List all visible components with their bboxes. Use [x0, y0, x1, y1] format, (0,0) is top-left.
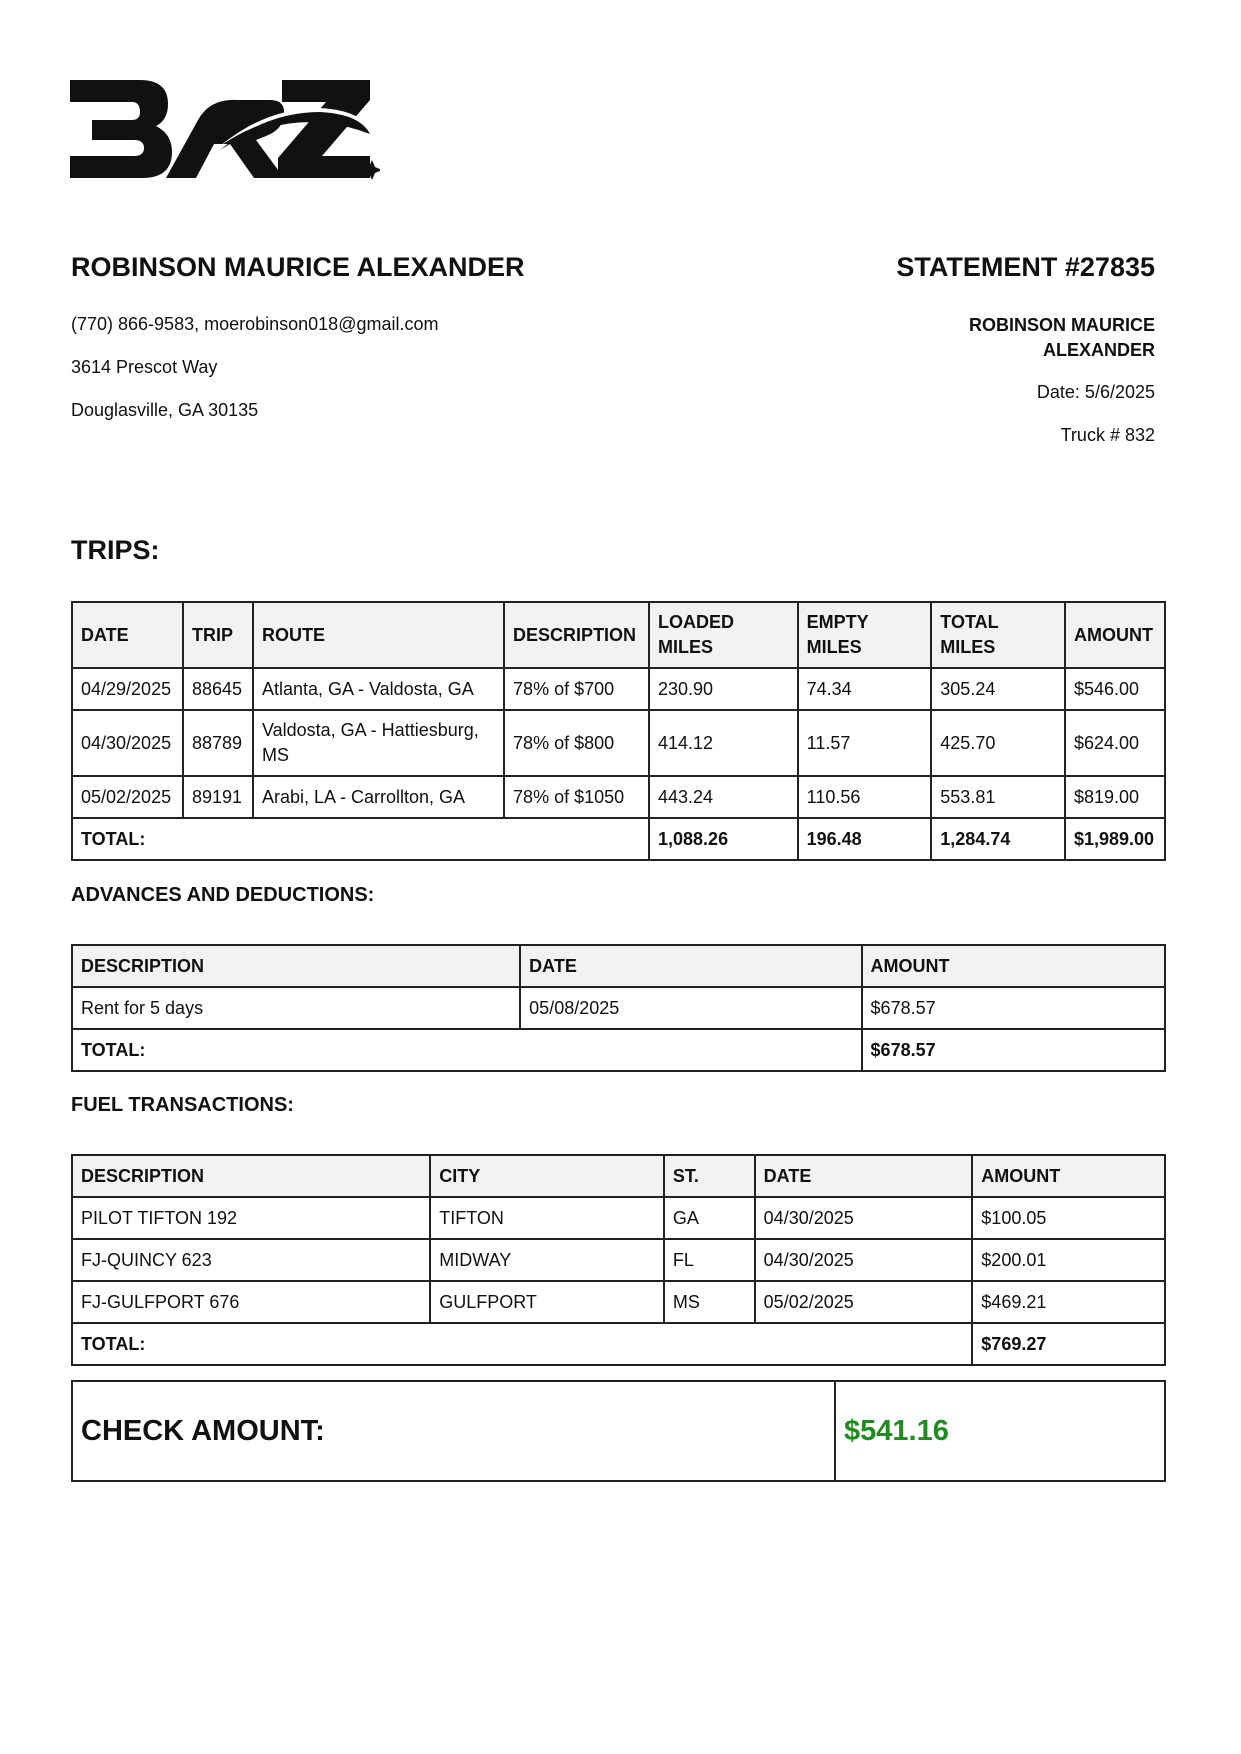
trips-header-row — [72, 602, 1165, 668]
check-amount-box — [71, 1380, 1166, 1482]
driver-name: ROBINSON MAURICE ALEXANDER — [71, 252, 525, 282]
fuel-state: FL — [664, 1239, 755, 1281]
advance-description: Rent for 5 days — [72, 987, 520, 1029]
fuel-total-row — [72, 1323, 1165, 1365]
col-description: DESCRIPTION — [72, 1155, 430, 1197]
trip-amount: $819.00 — [1065, 776, 1165, 818]
trip-date: 05/02/2025 — [72, 776, 183, 818]
fuel-description: FJ-GULFPORT 676 — [72, 1281, 430, 1323]
trips-table — [71, 601, 1166, 861]
fuel-amount: $469.21 — [972, 1281, 1165, 1323]
trip-number: 89191 — [183, 776, 253, 818]
advance-date: 05/08/2025 — [520, 987, 861, 1029]
col-amount: AMOUNT — [1065, 602, 1165, 668]
table-row — [72, 668, 1165, 710]
table-row — [72, 1239, 1165, 1281]
advances-table — [71, 944, 1166, 1072]
trip-total-miles: 425.70 — [931, 710, 1065, 776]
col-date: DATE — [72, 602, 183, 668]
trip-date: 04/29/2025 — [72, 668, 183, 710]
fuel-heading: FUEL TRANSACTIONS: — [71, 1094, 294, 1116]
trip-route: Valdosta, GA - Hattiesburg, MS — [253, 710, 504, 776]
trip-empty-miles: 11.57 — [798, 710, 932, 776]
check-amount-value: $541.16 — [835, 1381, 1165, 1481]
trip-amount: $546.00 — [1065, 668, 1165, 710]
driver-street: 3614 Prescot Way — [71, 357, 218, 377]
advances-total-label: TOTAL: — [72, 1029, 862, 1071]
advances-total-row — [72, 1029, 1165, 1071]
col-trip: TRIP — [183, 602, 253, 668]
advances-header-row — [72, 945, 1165, 987]
trip-total-miles: 553.81 — [931, 776, 1065, 818]
statement-driver-name: ROBINSON MAURICE ALEXANDER — [968, 315, 1155, 360]
fuel-city: MIDWAY — [430, 1239, 664, 1281]
col-city: CITY — [430, 1155, 664, 1197]
advances-total-amount: $678.57 — [862, 1029, 1165, 1071]
trips-total-empty: 196.48 — [798, 818, 932, 860]
table-row — [72, 1281, 1165, 1323]
trip-route: Arabi, LA - Carrollton, GA — [253, 776, 504, 818]
trip-date: 04/30/2025 — [72, 710, 183, 776]
table-row — [72, 1197, 1165, 1239]
trip-number: 88645 — [183, 668, 253, 710]
trips-total-label: TOTAL: — [72, 818, 649, 860]
trip-description: 78% of $800 — [504, 710, 649, 776]
trip-amount: $624.00 — [1065, 710, 1165, 776]
col-amount: AMOUNT — [972, 1155, 1165, 1197]
table-row — [72, 710, 1165, 776]
trip-empty-miles: 74.34 — [798, 668, 932, 710]
trips-total-row — [72, 818, 1165, 860]
driver-city: Douglasville, GA 30135 — [71, 400, 259, 420]
fuel-header-row — [72, 1155, 1165, 1197]
truck-number: Truck # 832 — [1060, 425, 1155, 445]
col-description: DESCRIPTION — [72, 945, 520, 987]
trip-loaded-miles: 414.12 — [649, 710, 798, 776]
col-date: DATE — [520, 945, 861, 987]
fuel-date: 04/30/2025 — [755, 1239, 973, 1281]
fuel-date: 05/02/2025 — [755, 1281, 973, 1323]
fuel-date: 04/30/2025 — [755, 1197, 973, 1239]
col-total-miles: TOTAL MILES — [931, 602, 1065, 668]
check-amount-label: CHECK AMOUNT: — [72, 1381, 835, 1481]
fuel-state: MS — [664, 1281, 755, 1323]
fuel-total-label: TOTAL: — [72, 1323, 972, 1365]
trip-number: 88789 — [183, 710, 253, 776]
driver-contact: (770) 866-9583, moerobinson018@gmail.com — [71, 314, 439, 334]
fuel-state: GA — [664, 1197, 755, 1239]
col-state: ST. — [664, 1155, 755, 1197]
col-description: DESCRIPTION — [504, 602, 649, 668]
trip-empty-miles: 110.56 — [798, 776, 932, 818]
trip-description: 78% of $700 — [504, 668, 649, 710]
advances-heading: ADVANCES AND DEDUCTIONS: — [71, 884, 375, 906]
trips-heading: TRIPS: — [71, 535, 160, 565]
statement-number: STATEMENT #27835 — [896, 252, 1155, 282]
trips-total-amount: $1,989.00 — [1065, 818, 1165, 860]
brz-logo-icon — [70, 80, 380, 192]
fuel-description: PILOT TIFTON 192 — [72, 1197, 430, 1239]
fuel-amount: $200.01 — [972, 1239, 1165, 1281]
fuel-amount: $100.05 — [972, 1197, 1165, 1239]
advance-amount: $678.57 — [862, 987, 1165, 1029]
col-amount: AMOUNT — [862, 945, 1165, 987]
fuel-city: TIFTON — [430, 1197, 664, 1239]
col-route: ROUTE — [253, 602, 504, 668]
fuel-table — [71, 1154, 1166, 1366]
fuel-total-amount: $769.27 — [972, 1323, 1165, 1365]
trip-loaded-miles: 230.90 — [649, 668, 798, 710]
statement-date: Date: 5/6/2025 — [1036, 382, 1155, 402]
table-row — [72, 776, 1165, 818]
col-loaded-miles: LOADED MILES — [649, 602, 798, 668]
trips-total-miles: 1,284.74 — [931, 818, 1065, 860]
trip-total-miles: 305.24 — [931, 668, 1065, 710]
fuel-city: GULFPORT — [430, 1281, 664, 1323]
trip-description: 78% of $1050 — [504, 776, 649, 818]
fuel-description: FJ-QUINCY 623 — [72, 1239, 430, 1281]
trips-total-loaded: 1,088.26 — [649, 818, 798, 860]
company-logo — [70, 80, 380, 192]
trip-route: Atlanta, GA - Valdosta, GA — [253, 668, 504, 710]
table-row — [72, 987, 1165, 1029]
trip-loaded-miles: 443.24 — [649, 776, 798, 818]
col-empty-miles: EMPTY MILES — [798, 602, 932, 668]
col-date: DATE — [755, 1155, 973, 1197]
